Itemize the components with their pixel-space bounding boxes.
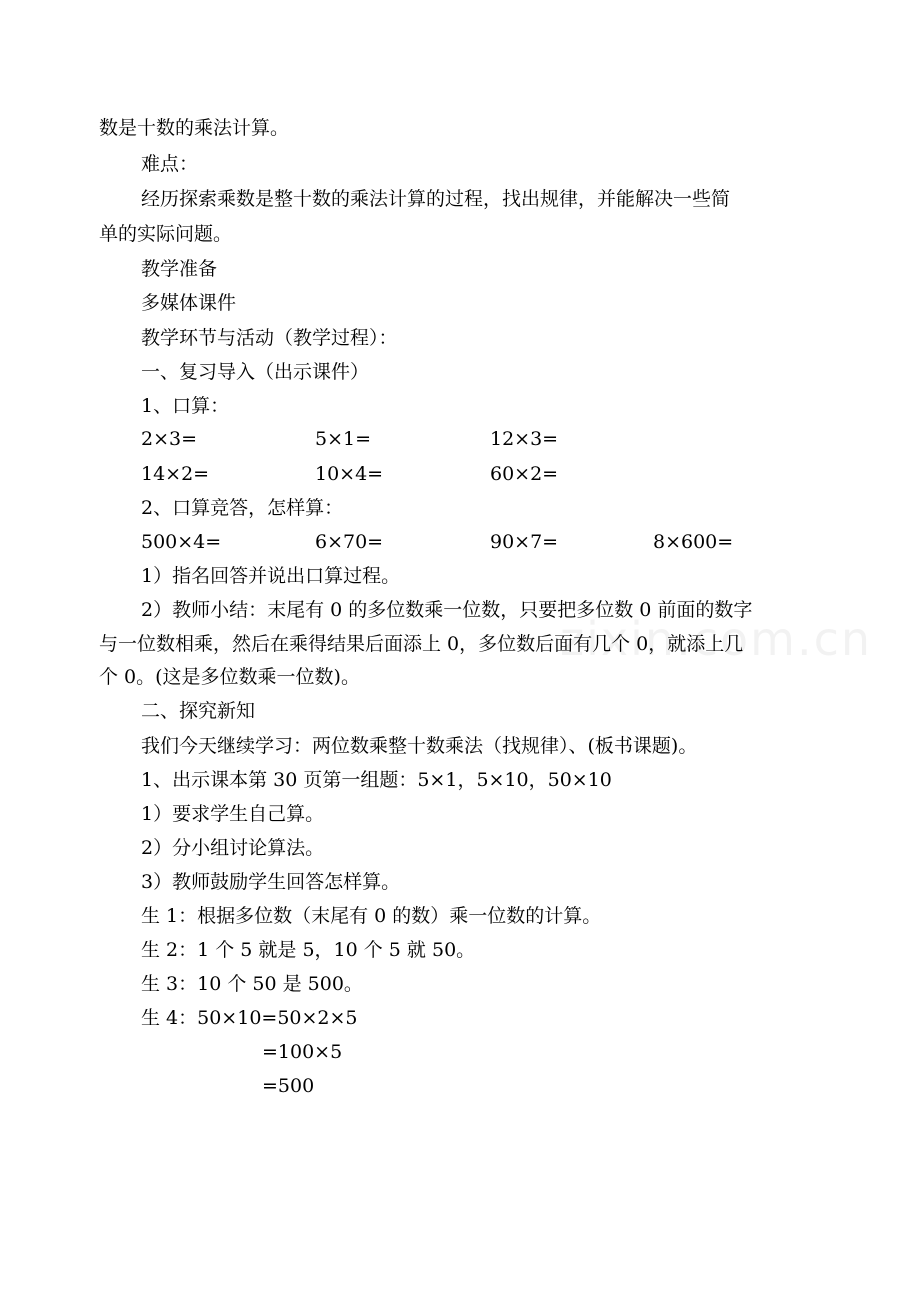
text-line: 多媒体课件: [141, 292, 237, 314]
text-line: 单的实际问题。: [99, 223, 233, 245]
quiz-item: 90×7=: [490, 531, 559, 553]
text-line: 与一位数相乘，然后在乘得结果后面添上 0，多位数后面有几个 0，就添上几: [99, 633, 744, 655]
oral-calc-item: 5×1=: [315, 428, 372, 450]
equation-step: =100×5: [262, 1041, 343, 1063]
section-heading-review: 一、复习导入（出示课件）: [141, 361, 370, 383]
oral-calc-item: 10×4=: [315, 463, 384, 485]
quiz-item: 8×600=: [653, 531, 734, 553]
text-line: 1）指名回答并说出口算过程。: [141, 565, 401, 587]
text-line: 1、口算：: [141, 395, 230, 417]
text-line: 生 1：根据多位数（末尾有 0 的数）乘一位数的计算。: [141, 905, 602, 927]
text-line: 1）要求学生自己算。: [141, 803, 325, 825]
text-line: 我们今天继续学习：两位数乘整十数乘法（找规律）、(板书课题)。: [141, 735, 698, 757]
oral-calc-item: 14×2=: [141, 463, 210, 485]
watermark: zixin.com.cn: [560, 612, 873, 666]
oral-calc-item: 2×3=: [141, 428, 198, 450]
heading-difficulty: 难点：: [141, 153, 199, 175]
oral-calc-item: 12×3=: [490, 428, 559, 450]
text-line: 2）教师小结：末尾有 0 的多位数乘一位数，只要把多位数 0 前面的数字: [141, 599, 753, 621]
quiz-item: 500×4=: [141, 531, 222, 553]
text-line: 生 4：50×10=50×2×5: [141, 1007, 358, 1029]
text-line: 生 3：10 个 50 是 500。: [141, 973, 363, 995]
text-line: 3）教师鼓励学生回答怎样算。: [141, 871, 401, 893]
text-line: 2、口算竞答，怎样算：: [141, 497, 344, 519]
heading-preparation: 教学准备: [141, 258, 218, 280]
text-line: 数是十数的乘法计算。: [99, 117, 290, 139]
text-line: 经历探索乘数是整十数的乘法计算的过程，找出规律，并能解决一些简: [141, 188, 731, 210]
text-line: 生 2：1 个 5 就是 5，10 个 5 就 50。: [141, 939, 476, 961]
text-line: 2）分小组讨论算法。: [141, 837, 325, 859]
text-line: 1、出示课本第 30 页第一组题：5×1，5×10，50×10: [141, 769, 612, 791]
quiz-item: 6×70=: [315, 531, 384, 553]
equation-step: =500: [262, 1075, 315, 1097]
heading-process: 教学环节与活动（教学过程）：: [141, 327, 398, 349]
oral-calc-item: 60×2=: [490, 463, 559, 485]
section-heading-explore: 二、探究新知: [141, 700, 256, 722]
text-line: 个 0。(这是多位数乘一位数)。: [99, 666, 360, 688]
